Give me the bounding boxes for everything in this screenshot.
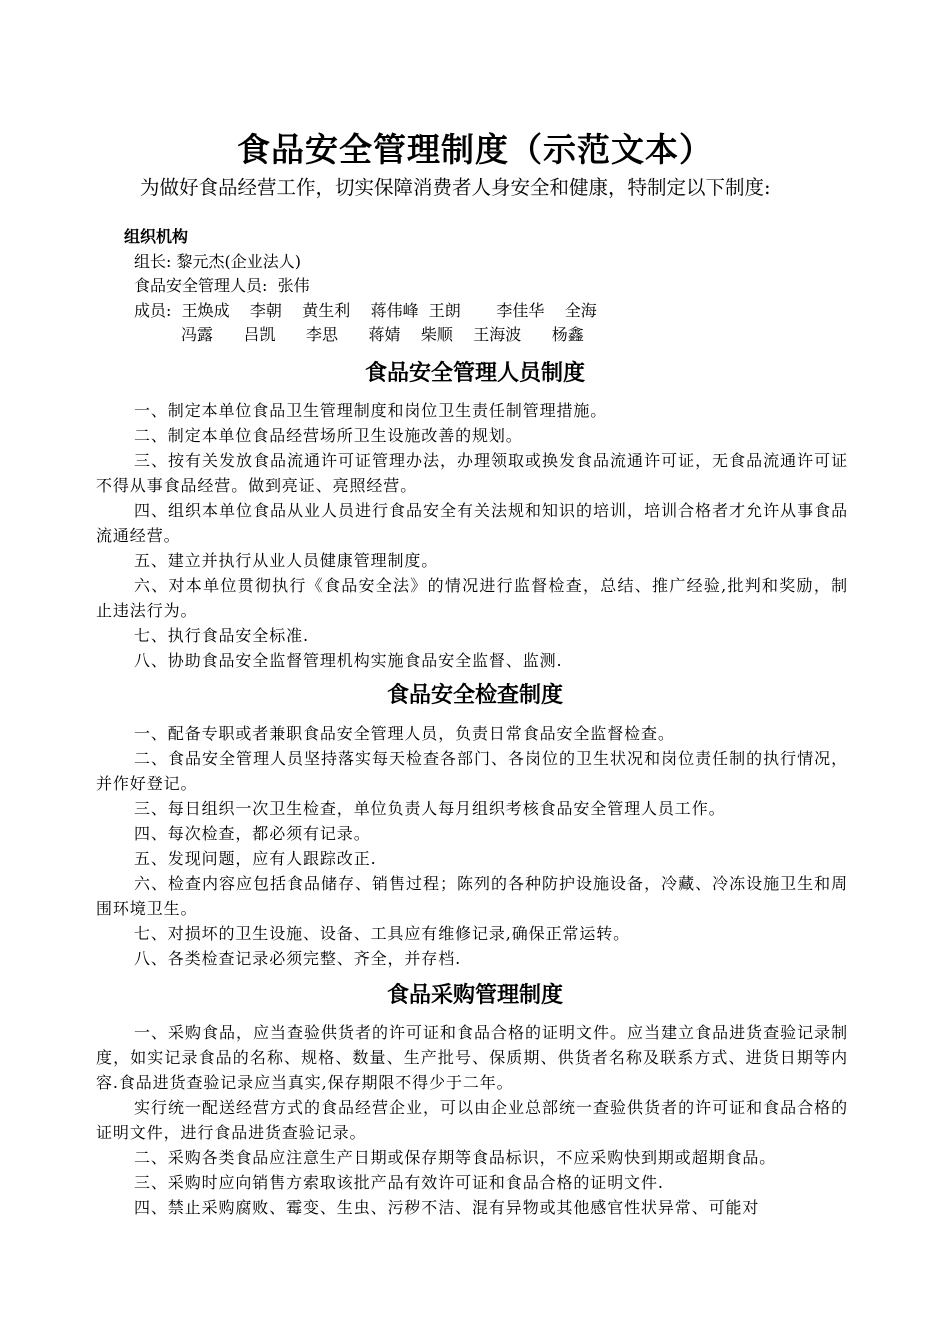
org-members-line-2: 冯露 吕凯 李思 蒋婧 柴顺 王海波 杨鑫 bbox=[181, 325, 584, 344]
org-members-line-1: 成员: 王焕成 李朝 黄生利 蒋伟峰 王朗 李佳华 全海 bbox=[134, 301, 597, 320]
org-manager: 食品安全管理人员: 张伟 bbox=[134, 276, 310, 295]
section-body bbox=[96, 721, 848, 971]
section-paragraph: 四、禁止采购腐败、霉变、生虫、污秽不洁、混有异物或其他感官性状异常、可能对 bbox=[134, 1198, 760, 1217]
section-paragraph: 二、食品安全管理人员坚持落实每天检查各部门、各岗位的卫生状况和岗位责任制的执行情况，并作好登记。 bbox=[96, 749, 848, 793]
section-paragraph: 七、执行食品安全标准. bbox=[134, 626, 309, 645]
section-paragraph: 六、检查内容应包括食品储存、销售过程；陈列的各种防护设施设备，冷藏、冷冻设施卫生和周围环境卫生。 bbox=[96, 874, 848, 918]
section-paragraph: 八、协助食品安全监督管理机构实施食品安全监督、监测. bbox=[134, 651, 563, 670]
section-body bbox=[96, 1020, 848, 1220]
section-paragraph: 八、各类检查记录必须完整、齐全，并存档. bbox=[134, 949, 462, 968]
document-title: 食品安全管理制度（示范文本） bbox=[237, 130, 713, 169]
section-paragraph: 四、组织本单位食品从业人员进行食品安全有关法规和知识的培训，培训合格者才允许从事食品流通经营。 bbox=[96, 501, 848, 545]
section-paragraph: 七、对损坏的卫生设施、设备、工具应有维修记录,确保正常运转。 bbox=[134, 924, 631, 943]
section-paragraph: 二、制定本单位食品经营场所卫生设施改善的规划。 bbox=[134, 426, 523, 445]
section-paragraph: 三、采购时应向销售方索取该批产品有效许可证和食品合格的证明文件. bbox=[134, 1173, 664, 1192]
section-paragraph: 实行统一配送经营方式的食品经营企业，可以由企业总部统一查验供货者的许可证和食品合格的证明文件，进行食品进货查验记录。 bbox=[96, 1098, 848, 1142]
section-paragraph: 三、按有关发放食品流通许可证管理办法，办理领取或换发食品流通许可证，无食品流通许可证不得从事食品经营。做到亮证、亮照经营。 bbox=[96, 451, 848, 495]
intro-paragraph: 为做好食品经营工作，切实保障消费者人身安全和健康，特制定以下制度: bbox=[140, 176, 771, 199]
section-title: 食品安全检查制度 bbox=[386, 683, 563, 708]
org-heading: 组织机构 bbox=[124, 227, 189, 246]
org-leader: 组长: 黎元杰(企业法人) bbox=[134, 252, 301, 271]
section-paragraph: 六、对本单位贯彻执行《食品安全法》的情况进行监督检查，总结、推广经验,批判和奖励，制止违法行为。 bbox=[96, 576, 848, 620]
section-paragraph: 一、制定本单位食品卫生管理制度和岗位卫生责任制管理措施。 bbox=[134, 401, 608, 420]
section-paragraph: 四、每次检查，都必须有记录。 bbox=[134, 824, 371, 843]
section-paragraph: 一、采购食品，应当查验供货者的许可证和食品合格的证明文件。应当建立食品进货查验记录制度，如实记录食品的名称、规格、数量、生产批号、保质期、供货者名称及联系方式、进货日期等内容.食品进货查验记录应当真实,保存期限不得少于二年。 bbox=[96, 1023, 848, 1092]
section-paragraph: 一、配备专职或者兼职食品安全管理人员，负责日常食品安全监督检查。 bbox=[134, 724, 675, 743]
section-paragraph: 五、发现问题，应有人跟踪改正. bbox=[134, 849, 377, 868]
section-title: 食品安全管理人员制度 bbox=[364, 361, 585, 386]
section-title: 食品采购管理制度 bbox=[386, 983, 563, 1008]
section-paragraph: 三、每日组织一次卫生检查，单位负责人每月组织考核食品安全管理人员工作。 bbox=[134, 799, 726, 818]
section-paragraph: 二、采购各类食品应注意生产日期或保存期等食品标识，不应采购快到期或超期食品。 bbox=[134, 1148, 777, 1167]
section-paragraph: 五、建立并执行从业人员健康管理制度。 bbox=[134, 551, 439, 570]
section-body bbox=[96, 398, 848, 673]
